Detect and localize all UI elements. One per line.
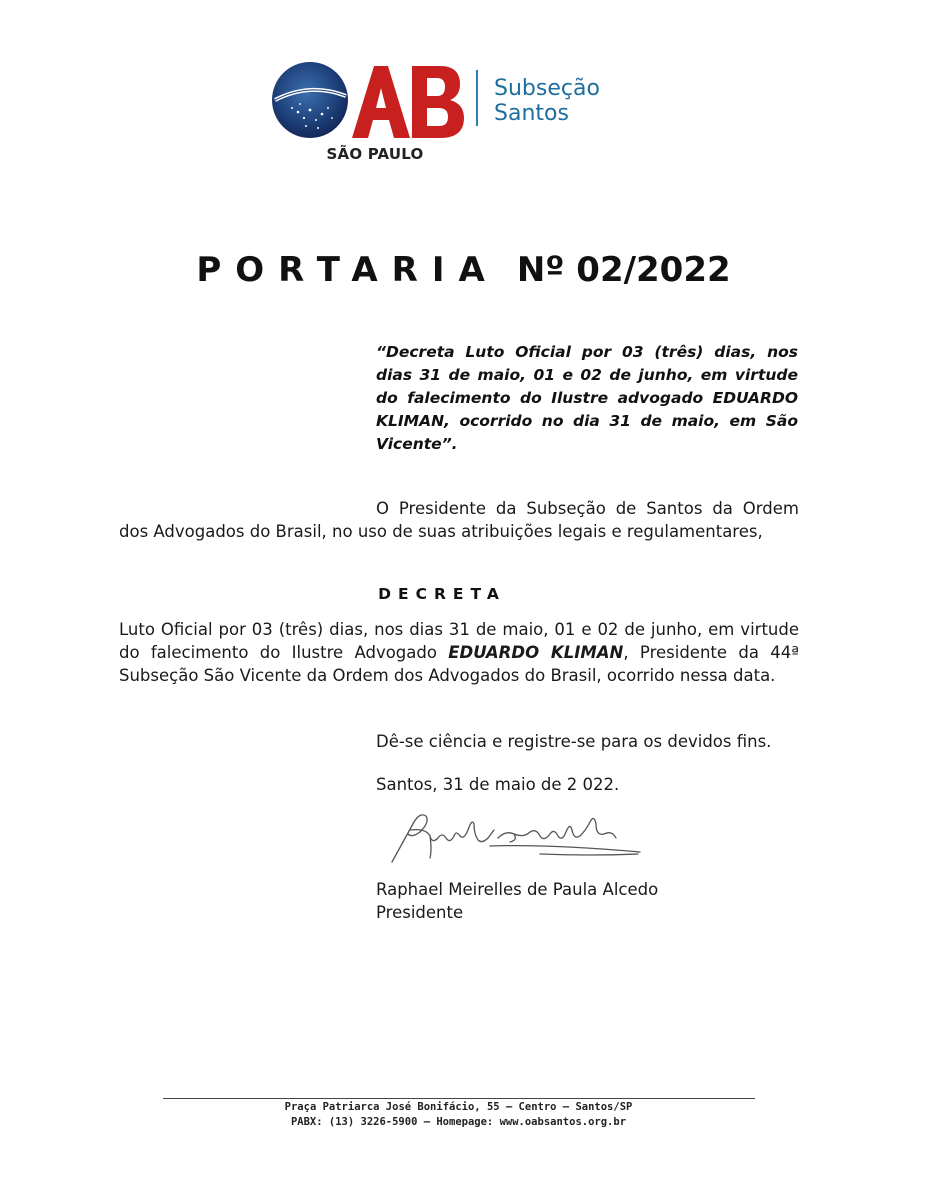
subsection-line-2: Santos (494, 101, 569, 126)
subsection-line-1: Subseção (494, 76, 600, 101)
decree-paragraph (119, 618, 799, 687)
oab-seal-logo-icon (270, 60, 470, 145)
decree-honoree-name: EDUARDO KLIMAN (448, 643, 624, 662)
title-word: PORTARIA (196, 250, 499, 290)
footer-divider (163, 1098, 755, 1099)
signer-role: Presidente (376, 903, 464, 922)
document-title (0, 250, 927, 290)
closing-line: Dê-se ciência e registre-se para os devidos fins. (376, 732, 772, 751)
title-number: Nº 02/2022 (516, 250, 731, 290)
handwritten-signature-icon (390, 800, 650, 870)
signer-block (376, 878, 806, 924)
epigraph: “Decreta Luto Oficial por 03 (três) dias, nos dias 31 de maio, 01 e 02 de junho, em virtude do falecimento do Ilustre advogado EDUARDO KLIMAN, ocorrido no dia 31 de maio, em São Vicente”. (376, 343, 798, 453)
oab-logo (270, 60, 630, 170)
place-date: Santos, 31 de maio de 2 022. (376, 775, 620, 794)
footer-address: Praça Patriarca José Bonifácio, 55 – Centro – Santos/SP (284, 1101, 633, 1113)
footer (0, 1100, 917, 1130)
signer-name: Raphael Meirelles de Paula Alcedo (376, 880, 659, 899)
decree-text-part-1: Luto Oficial por 03 (três) dias, nos dias 31 de maio, 01 e 02 de junho, em virtude do falecimento do Ilustre Advogado (119, 620, 799, 662)
logo-divider (476, 70, 478, 126)
decree-text-part-2: , Presidente da 44ª Subseção São Vicente da Ordem dos Advogados do Brasil, ocorrido nessa data. (119, 643, 800, 685)
preamble-paragraph: O Presidente da Subseção de Santos da Ordem dos Advogados do Brasil, no uso de suas atribuições legais e regulamentares, (119, 499, 799, 541)
state-label: SÃO PAULO (326, 145, 424, 163)
subsection-name (494, 76, 600, 126)
footer-contact: PABX: (13) 3226-5900 – Homepage: www.oabsantos.org.br (290, 1116, 627, 1128)
decreta-heading: DECRETA (378, 585, 506, 603)
